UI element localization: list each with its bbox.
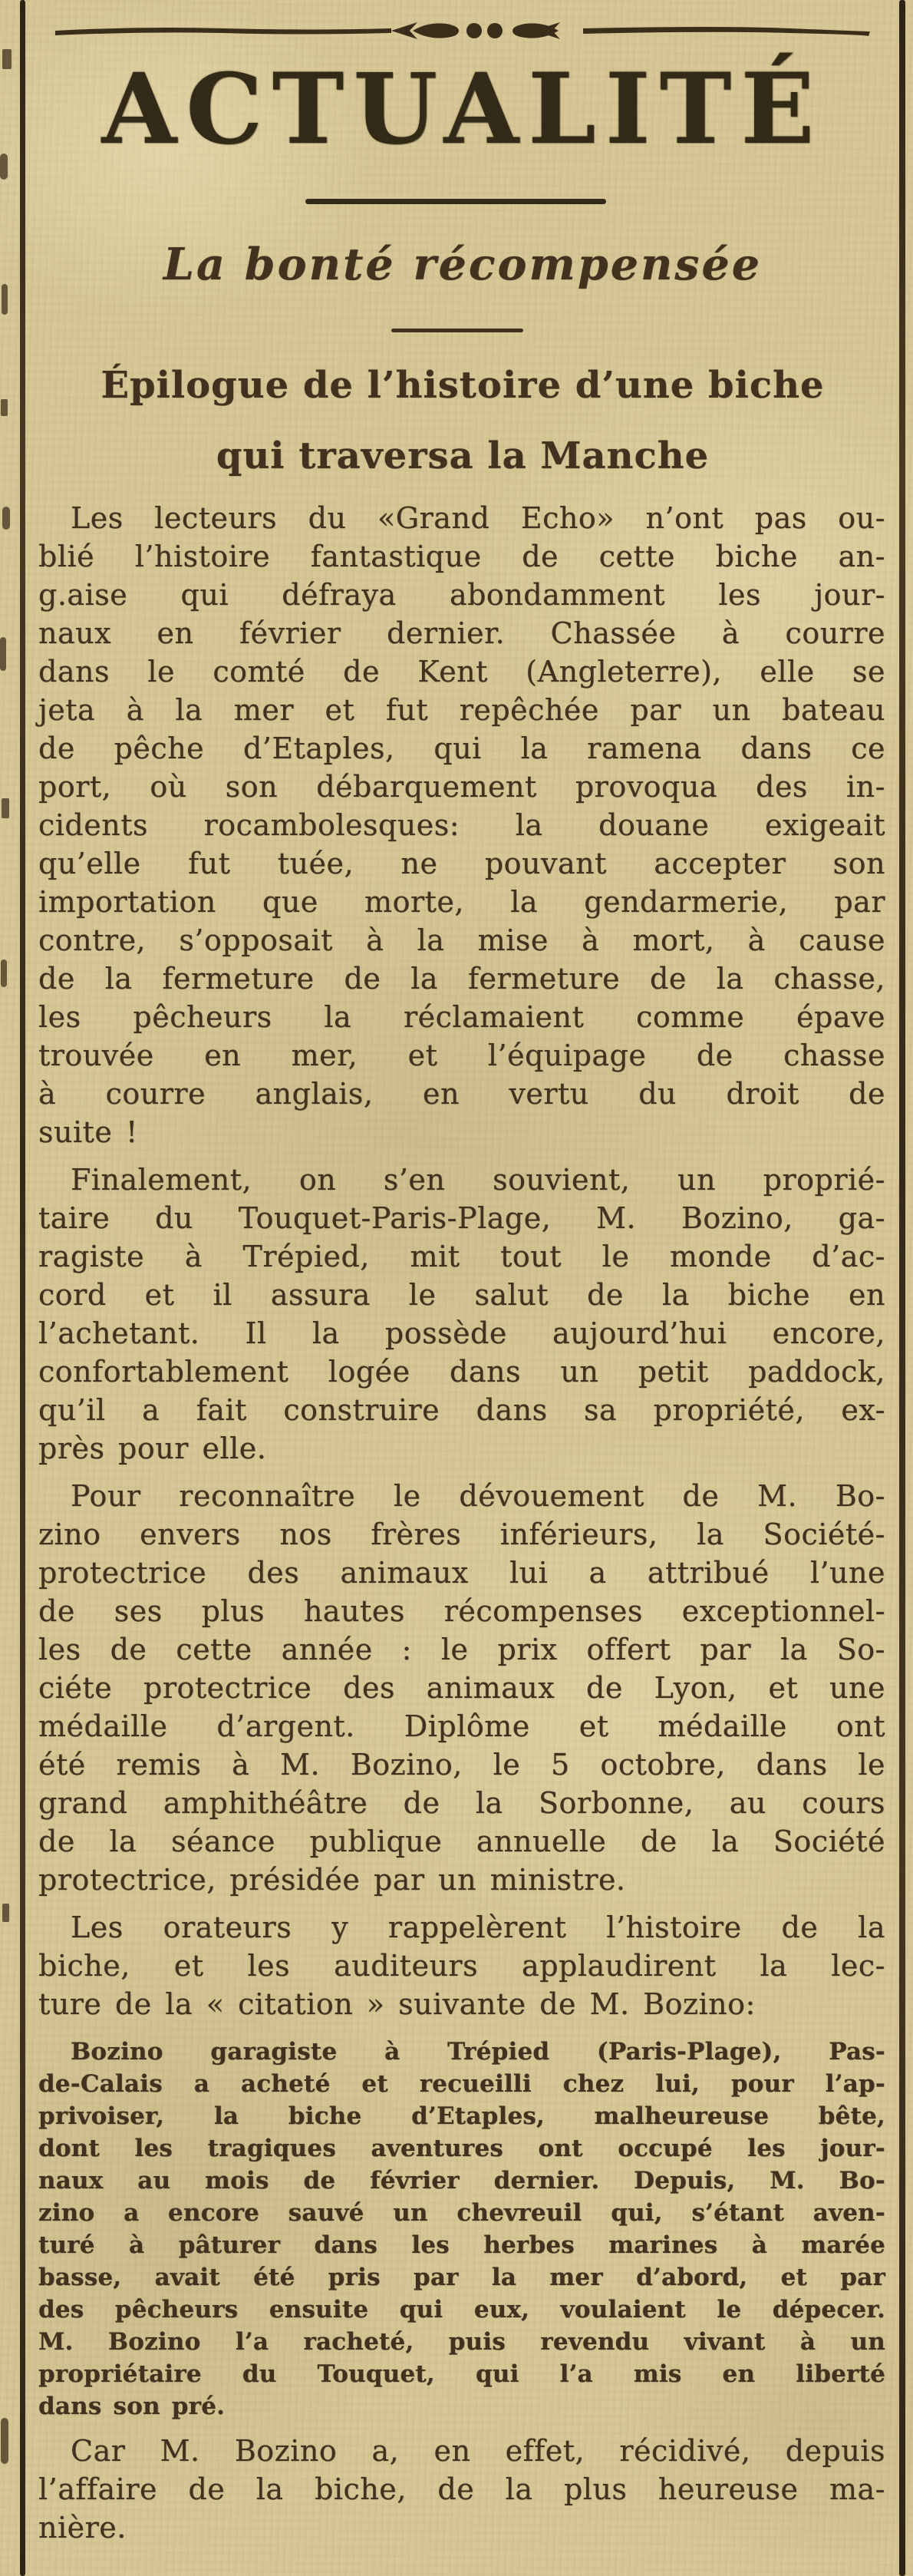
subtitle-line: qui traversa la Manche <box>216 434 710 477</box>
text-line: dont les tragiques aventures ont occupé les jour- <box>38 2135 885 2162</box>
text-line: port, où son débarquement provoqua des in- <box>38 770 885 804</box>
left-column-rule <box>20 0 25 2576</box>
text-line: dans le comté de Kent (Angleterre), elle se <box>38 655 885 689</box>
text-line: blié l’histoire fantastique de cette biche an- <box>38 540 885 573</box>
text-line: Les lecteurs du «Grand Echo» n’ont pas ou- <box>71 501 885 535</box>
text-line: naux en février dernier. Chassée à courre <box>38 616 885 650</box>
text-line: M. Bozino l’a racheté, puis revendu vivant à un <box>38 2328 885 2356</box>
text-line: protectrice, présidée par un ministre. <box>38 1863 626 1897</box>
text-line: grand amphithéâtre de la Sorbonne, au cours <box>38 1786 885 1820</box>
text-line: propriétaire du Touquet, qui l’a mis en liberté <box>38 2360 885 2388</box>
text-line: importation que morte, la gendarmerie, par <box>38 885 885 919</box>
text-line: turé à pâturer dans les herbes marines à marée <box>38 2231 885 2259</box>
article-body <box>38 499 885 2556</box>
article-subtitle <box>26 350 899 491</box>
text-line: à courre anglais, en vertu du droit de <box>38 1077 885 1111</box>
right-column-rule <box>899 0 905 2576</box>
article-title: La bonté récompensée <box>163 239 763 290</box>
text-line: été remis à M. Bozino, le 5 octobre, dans le <box>38 1748 885 1782</box>
text-line: de la fermeture de la fermeture de la chasse, <box>38 962 885 996</box>
text-line: ciéte protectrice des animaux de Lyon, et une <box>38 1671 885 1705</box>
article-paragraph <box>38 499 885 1151</box>
text-line: de ses plus hautes récompenses exceptionnel- <box>38 1594 885 1628</box>
citation-block <box>38 2036 885 2422</box>
text-line: cord et il assura le salut de la biche en <box>38 1278 885 1312</box>
text-line: de pêche d’Etaples, qui la ramena dans ce <box>38 732 885 765</box>
text-line: privoiser, la biche d’Etaples, malheureuse bête, <box>38 2102 885 2130</box>
text-line: dans son pré. <box>38 2393 226 2420</box>
text-line: Bozino garagiste à Trépied (Paris-Plage), Pas- <box>71 2038 885 2066</box>
text-line: contre, s’opposait à la mise à mort, à cause <box>38 923 885 957</box>
text-line: ture de la « citation » suivante de M. Bozino: <box>38 1987 756 2021</box>
text-line: confortablement logée dans un petit paddock, <box>38 1355 885 1389</box>
text-line: Finalement, on s’en souvient, un proprié- <box>71 1163 885 1197</box>
text-line: ragiste à Trépied, mit tout le monde d’ac- <box>38 1240 885 1273</box>
text-line: basse, avait été pris par la mer d’abord, et par <box>38 2264 885 2291</box>
text-line: Pour reconnaître le dévouement de M. Bo- <box>71 1479 885 1513</box>
text-line: l’affaire de la biche, de la plus heureuse ma- <box>38 2472 885 2506</box>
text-line: près pour elle. <box>38 1432 267 1465</box>
text-line: jeta à la mer et fut repêchée par un bateau <box>38 693 885 727</box>
article-paragraph <box>38 1161 885 1468</box>
closing-paragraph <box>38 2432 885 2547</box>
text-line: zino a encore sauvé un chevreuil qui, s’étant aven- <box>38 2199 885 2227</box>
text-line: qu’elle fut tuée, ne pouvant accepter son <box>38 847 885 880</box>
text-line: nière. <box>38 2511 127 2545</box>
masthead-rule <box>305 199 606 204</box>
text-line: l’achetant. Il la possède aujourd’hui encore, <box>38 1316 885 1350</box>
text-line: les de cette année : le prix offert par la So- <box>38 1633 885 1666</box>
text-line: trouvée en mer, et l’équipage de chasse <box>38 1039 885 1072</box>
text-line: des pêcheurs ensuite qui eux, voulaient le dépecer. <box>38 2296 885 2323</box>
article-paragraph <box>38 1908 885 2023</box>
text-line: Car M. Bozino a, en effet, récidivé, depuis <box>71 2434 885 2468</box>
text-line: zino envers nos frères inférieurs, la Société- <box>38 1518 885 1551</box>
text-line: biche, et les auditeurs applaudirent la lec- <box>38 1949 885 1983</box>
text-line: taire du Touquet-Paris-Plage, M. Bozino, ga- <box>38 1201 885 1235</box>
ornamental-divider <box>54 14 872 45</box>
title-rule <box>391 329 523 332</box>
text-line: suite ! <box>38 1115 138 1149</box>
text-line: de-Calais a acheté et recueilli chez lui, pour l’ap- <box>38 2070 885 2098</box>
text-line: naux au mois de février dernier. Depuis, M. Bo- <box>38 2167 885 2195</box>
text-line: qu’il a fait construire dans sa propriété, ex- <box>38 1393 885 1427</box>
text-line: de la séance publique annuelle de la Société <box>38 1825 885 1858</box>
text-line: Les orateurs y rappelèrent l’histoire de la <box>71 1911 885 1944</box>
text-line: g.aise qui défraya abondamment les jour- <box>38 578 885 612</box>
text-line: protectrice des animaux lui a attribué l’une <box>38 1556 885 1590</box>
article-paragraph <box>38 1477 885 1899</box>
subtitle-line: Épilogue de l’histoire d’une biche <box>101 364 825 407</box>
section-title: ACTUALITÉ <box>101 52 824 166</box>
text-line: les pêcheurs la réclamaient comme épave <box>38 1000 885 1034</box>
text-line: cidents rocambolesques: la douane exigeait <box>38 808 885 842</box>
text-line: médaille d’argent. Diplôme et médaille ont <box>38 1709 885 1743</box>
